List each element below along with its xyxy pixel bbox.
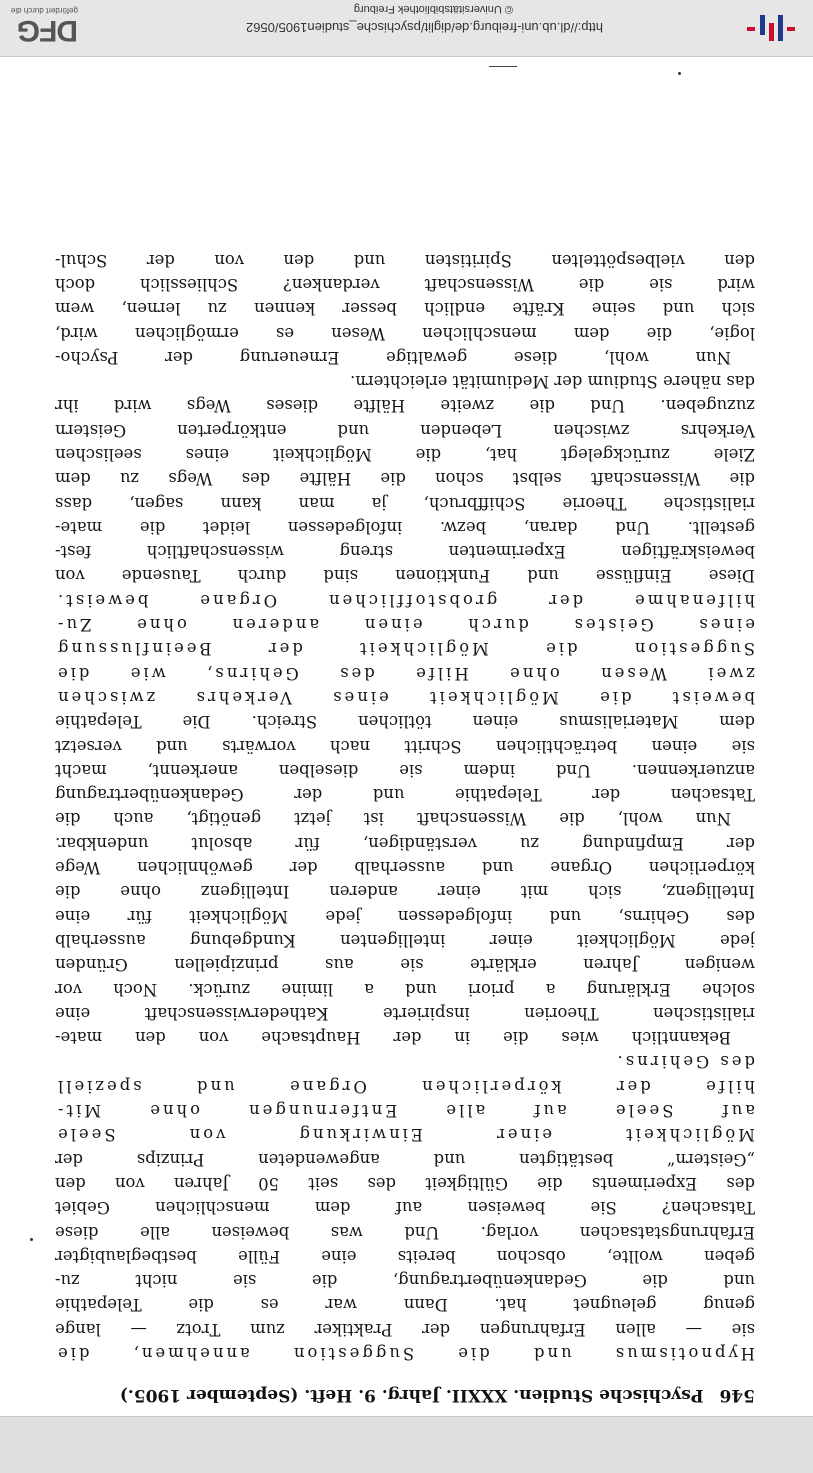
scan-speck <box>678 72 681 75</box>
text-line: wenigen Jahren erklärte sie aus prinzipiellen Gründen <box>55 955 755 975</box>
text-line: „Geistern“ bestätigten und angewendeten Prinzips der <box>55 1149 755 1169</box>
text-line: des Gehirns, und infolgedessen jede Möglichkeit für eine <box>55 906 755 926</box>
running-title: Psychische Studien. XXXII. Jahrg. 9. Heft. (September 1905.) <box>119 1385 704 1405</box>
text-line: der Empfindung zu verständigen, für absolut undenkbar. <box>55 833 755 853</box>
text-line: jede Möglichkeit einer intelligenten Kundgebung ausserhalb <box>55 930 755 950</box>
text-line: und die Gedankenübertragung, die sie nicht zu- <box>55 1271 755 1291</box>
text-line: rialistischen Theorien inspirierte Kathederwissenschaft eine <box>55 1003 755 1023</box>
text-line: Suggestion die Möglichkeit der Beeinflussung <box>55 639 755 659</box>
text-line: des Experiments die Gültigkeit des seit 50 Jahren von den <box>55 1173 755 1193</box>
text-line: Ziele zurückgelegt hat, die Möglichkeit eines seelischen <box>55 445 755 465</box>
ub-freiburg-logo[interactable] <box>739 11 799 45</box>
text-line: auf Seele auf alle Entfernungen ohne Mit- <box>55 1101 755 1121</box>
text-line: anzuerkennen. Und indem sie dieselben anerkennt, macht <box>55 760 755 780</box>
text-line: solche Erklärung a priori und a limine zurück. Noch vor <box>55 979 755 999</box>
scan-speck <box>30 1238 33 1241</box>
text-line: wird sie die Wissenschaft verdanken? Schliesslich doch <box>55 274 755 294</box>
text-line: die Wissenschaft selbst schon die Hälfte des Wegs zu dem <box>55 469 755 489</box>
text-line: sie — allen Erfahrungen der Praktiker zum Trotz — lange <box>55 1319 755 1339</box>
text-line: Tatsachen der Telepathie und der Gedankenübertragung <box>55 785 755 805</box>
text-line: zuzugeben. Und die zweite Hälfte dieses Wegs wird ihr <box>55 396 755 416</box>
text-line: Diese Einflüsse und Funktionen sind durch Tausende von <box>55 566 755 586</box>
text-line: sich und seine Kräfte endlich besser kennen zu lernen, wem <box>55 299 755 319</box>
text-line: sie einen beträchtlichen Schritt nach vorwärts und versetzt <box>55 736 755 756</box>
text-line: Erfahrungstatsachen vorlag. Und was beweisen alle diese <box>55 1222 755 1242</box>
text-line: hilfenahme der grobstofflichen Organe beweist. <box>55 590 755 610</box>
dfg-logo-text: DFG <box>17 14 78 47</box>
text-line: gestellt. Und daran, bezw. infolgedessen leidet die mate- <box>55 517 755 537</box>
text-line: hilfe der körperlichen Organe und speziell <box>55 1076 755 1096</box>
text-line: zwei Wesen ohne Hilfe des Gehirns, wie die <box>55 663 755 683</box>
text-line: beweiskräftigen Experimenten streng wissenschaftlich fest- <box>55 542 755 562</box>
dfg-logo[interactable] <box>0 5 78 45</box>
text-line: Hypnotismus und die Suggestion annehmen, die <box>55 1344 755 1363</box>
text-line: den vielbespöttelten Spiritisten und den von der Schul- <box>55 250 755 270</box>
text-line: das nähere Studium der Mediumität erleichtern. <box>350 372 755 392</box>
text-line: eines Geistes durch einen anderen ohne Zu- <box>55 615 755 635</box>
text-line: Möglichkeit einer Einwirkung von Seele <box>55 1125 755 1145</box>
text-line: Nun wohl, die Wissenschaft ist jetzt genötigt, auch die <box>55 809 731 829</box>
text-line: Verkehrs zwischen Lebenden und entkörperten Geistern <box>55 420 755 440</box>
text-line: des Gehirns. <box>614 1052 755 1072</box>
text-line: beweist die Möglichkeit eines Verkehrs zwischen <box>55 687 755 707</box>
source-url-link[interactable]: http://dl.ub.uni-freiburg.de/diglit/psychische_studien1905/0562 <box>245 20 603 35</box>
page-number: 546 <box>719 1385 755 1405</box>
body-text <box>55 247 755 1365</box>
text-line: körperlichen Organe und ausserhalb der gewöhnlichen Wege <box>55 858 755 878</box>
text-line: genug geleugnet hat. Dann war es die Telepathie <box>55 1295 755 1315</box>
top-margin-strip <box>0 1416 813 1473</box>
text-line: rialistische Theorie Schiffbruch, ja man kann sagen, dass <box>55 493 755 513</box>
text-line: dem Materialismus einen tötlichen Streich. Die Telepathie <box>55 712 755 732</box>
copyright-notice: © Universitätsbibliothek Freiburg <box>353 3 513 15</box>
footer-rule <box>489 66 517 67</box>
dfg-tagline: gefördert durch die <box>10 6 78 15</box>
text-line: Tatsachen? Sie beweisen auf dem menschlichen Gebiet <box>55 1198 755 1218</box>
text-line: Bekanntlich wies die in der Hauptsache von den mate- <box>55 1028 731 1048</box>
text-line: Nun wohl, diese gewaltige Erneuerung der Psycho- <box>55 347 731 367</box>
text-line: logie, die dem menschlichen Wesen es ermöglichen wird, <box>55 323 755 343</box>
running-head <box>55 1381 755 1405</box>
text-line: geben wollte, obschon bereits eine Fülle bestbeglaubigter <box>55 1246 755 1266</box>
text-line: Intelligenz, sich mit einer anderen Intelligenz ohne die <box>55 882 755 902</box>
